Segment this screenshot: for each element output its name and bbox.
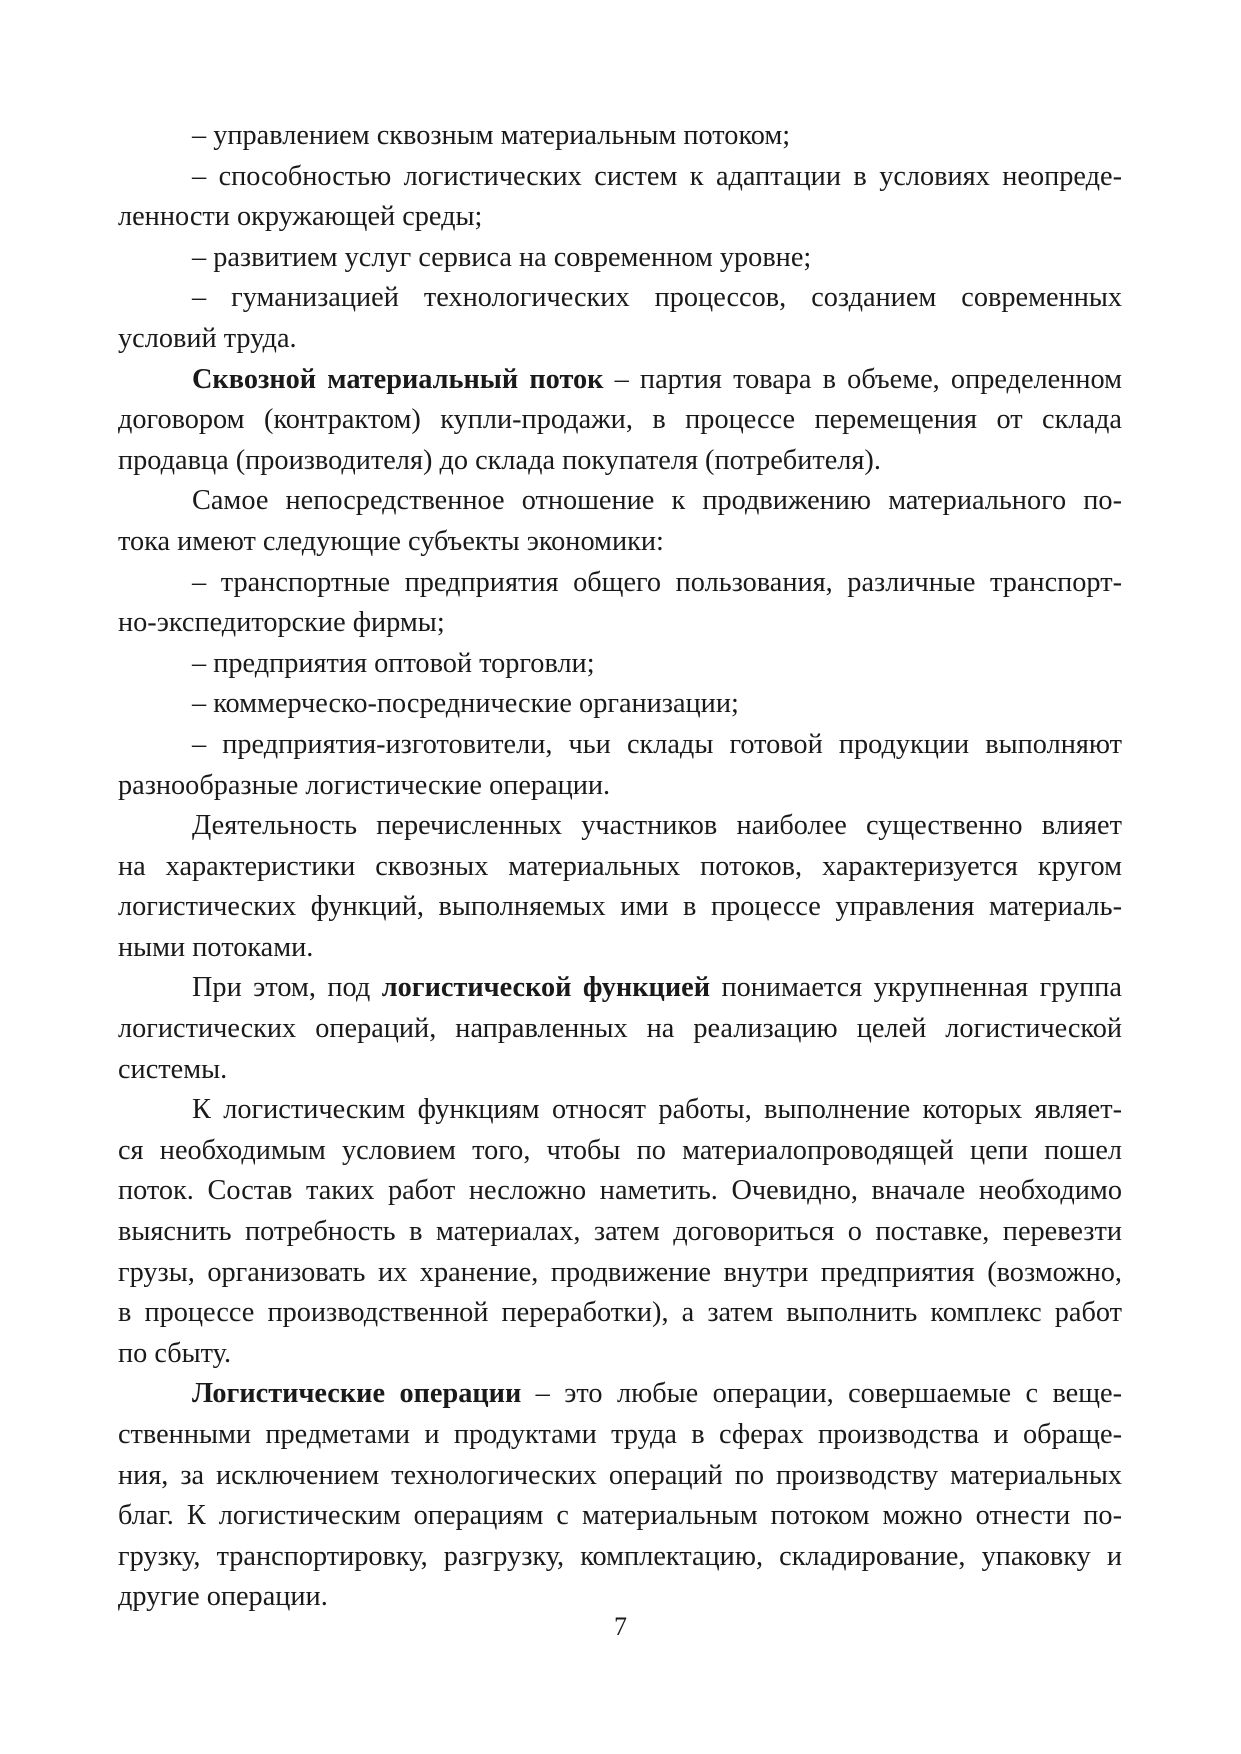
text-line: ленности окружающей среды; — [118, 201, 483, 233]
text-line: в процессе производственной переработки), а затем выполнить комплекс работ — [118, 1297, 1122, 1329]
paragraph-line: Самое непосредственное отношение к продвижению материального по- — [192, 485, 1122, 517]
text-line: ственными предметами и продуктами труда в сферах производства и обраще- — [118, 1419, 1122, 1450]
text-line: ными потоками. — [118, 931, 314, 963]
text-line: разнообразные логистические операции. — [118, 769, 611, 801]
definition-paragraph: Сквозной материальный поток – партия товара в объеме, определенном — [192, 363, 1122, 395]
list-item: – транспортные предприятия общего пользования, различные транспорт- — [192, 566, 1122, 598]
list-item: – гуманизацией технологических процессов, созданием современных — [192, 282, 1122, 314]
text-line: другие операции. — [118, 1581, 328, 1613]
paragraph-line: Деятельность перечисленных участников наиболее существенно влияет — [192, 810, 1122, 842]
text-line: благ. К логистическим операциям с материальным потоком можно отнести по- — [118, 1500, 1122, 1532]
text-line: договором (контрактом) купли-продажи, в процессе перемещения от склада — [118, 404, 1122, 436]
text-line: грузку, транспортировку, разгрузку, комплектацию, складирование, упаковку и — [118, 1540, 1122, 1572]
body-text — [118, 116, 1122, 1618]
paragraph-line: К логистическим функциям относят работы, выполнение которых являет- — [192, 1094, 1122, 1126]
text-line: выяснить потребность в материалах, затем договориться о поставке, перевезти — [118, 1216, 1122, 1248]
page-number: 7 — [614, 1612, 627, 1641]
text-line: тока имеют следующие субъекты экономики: — [118, 525, 664, 557]
text-line: условий труда. — [118, 322, 297, 354]
definition-paragraph: Логистические операции – это любые операции, совершаемые с веще- — [192, 1378, 1122, 1410]
text-line: ния, за исключением технологических операций по производству материальных — [118, 1459, 1122, 1491]
text-line: логистических функций, выполняемых ими в процессе управления материаль- — [118, 891, 1122, 923]
text-line: но-экспедиторские фирмы; — [118, 607, 445, 639]
text-line: ся необходимым условием того, чтобы по материалопроводящей цепи пошел — [118, 1134, 1122, 1166]
text-line: грузы, организовать их хранение, продвижение внутри предприятия (возможно, — [118, 1256, 1122, 1288]
text-line: по сбыту. — [118, 1337, 232, 1369]
list-item: – предприятия-изготовители, чьи склады готовой продукции выполняют — [192, 728, 1122, 760]
text-line: продавца (производителя) до склада покупателя (потребителя). — [118, 444, 881, 476]
text-line: логистических операций, направленных на реализацию целей логистической — [118, 1013, 1122, 1045]
list-item: – предприятия оптовой торговли; — [192, 647, 595, 679]
term-bold: Сквозной материальный поток — [192, 363, 604, 395]
text-line: на характеристики сквозных материальных потоков, характеризуется кругом — [118, 850, 1122, 882]
text-line: системы. — [118, 1053, 228, 1085]
term-bold: Логистические операции — [192, 1378, 522, 1410]
list-item: – развитием услуг сервиса на современном уровне; — [192, 241, 812, 273]
list-item: – управлением сквозным материальным потоком; — [192, 120, 791, 151]
list-item: – коммерческо-посреднические организации; — [192, 688, 739, 720]
term-bold: логистической функцией — [381, 972, 711, 1004]
list-item: – способностью логистических систем к адаптации в условиях неопреде- — [192, 160, 1122, 192]
definition-paragraph: При этом, под логистической функцией понимается укрупненная группа — [192, 972, 1122, 1004]
text-line: поток. Состав таких работ несложно наметить. Очевидно, вначале необходимо — [118, 1175, 1122, 1207]
